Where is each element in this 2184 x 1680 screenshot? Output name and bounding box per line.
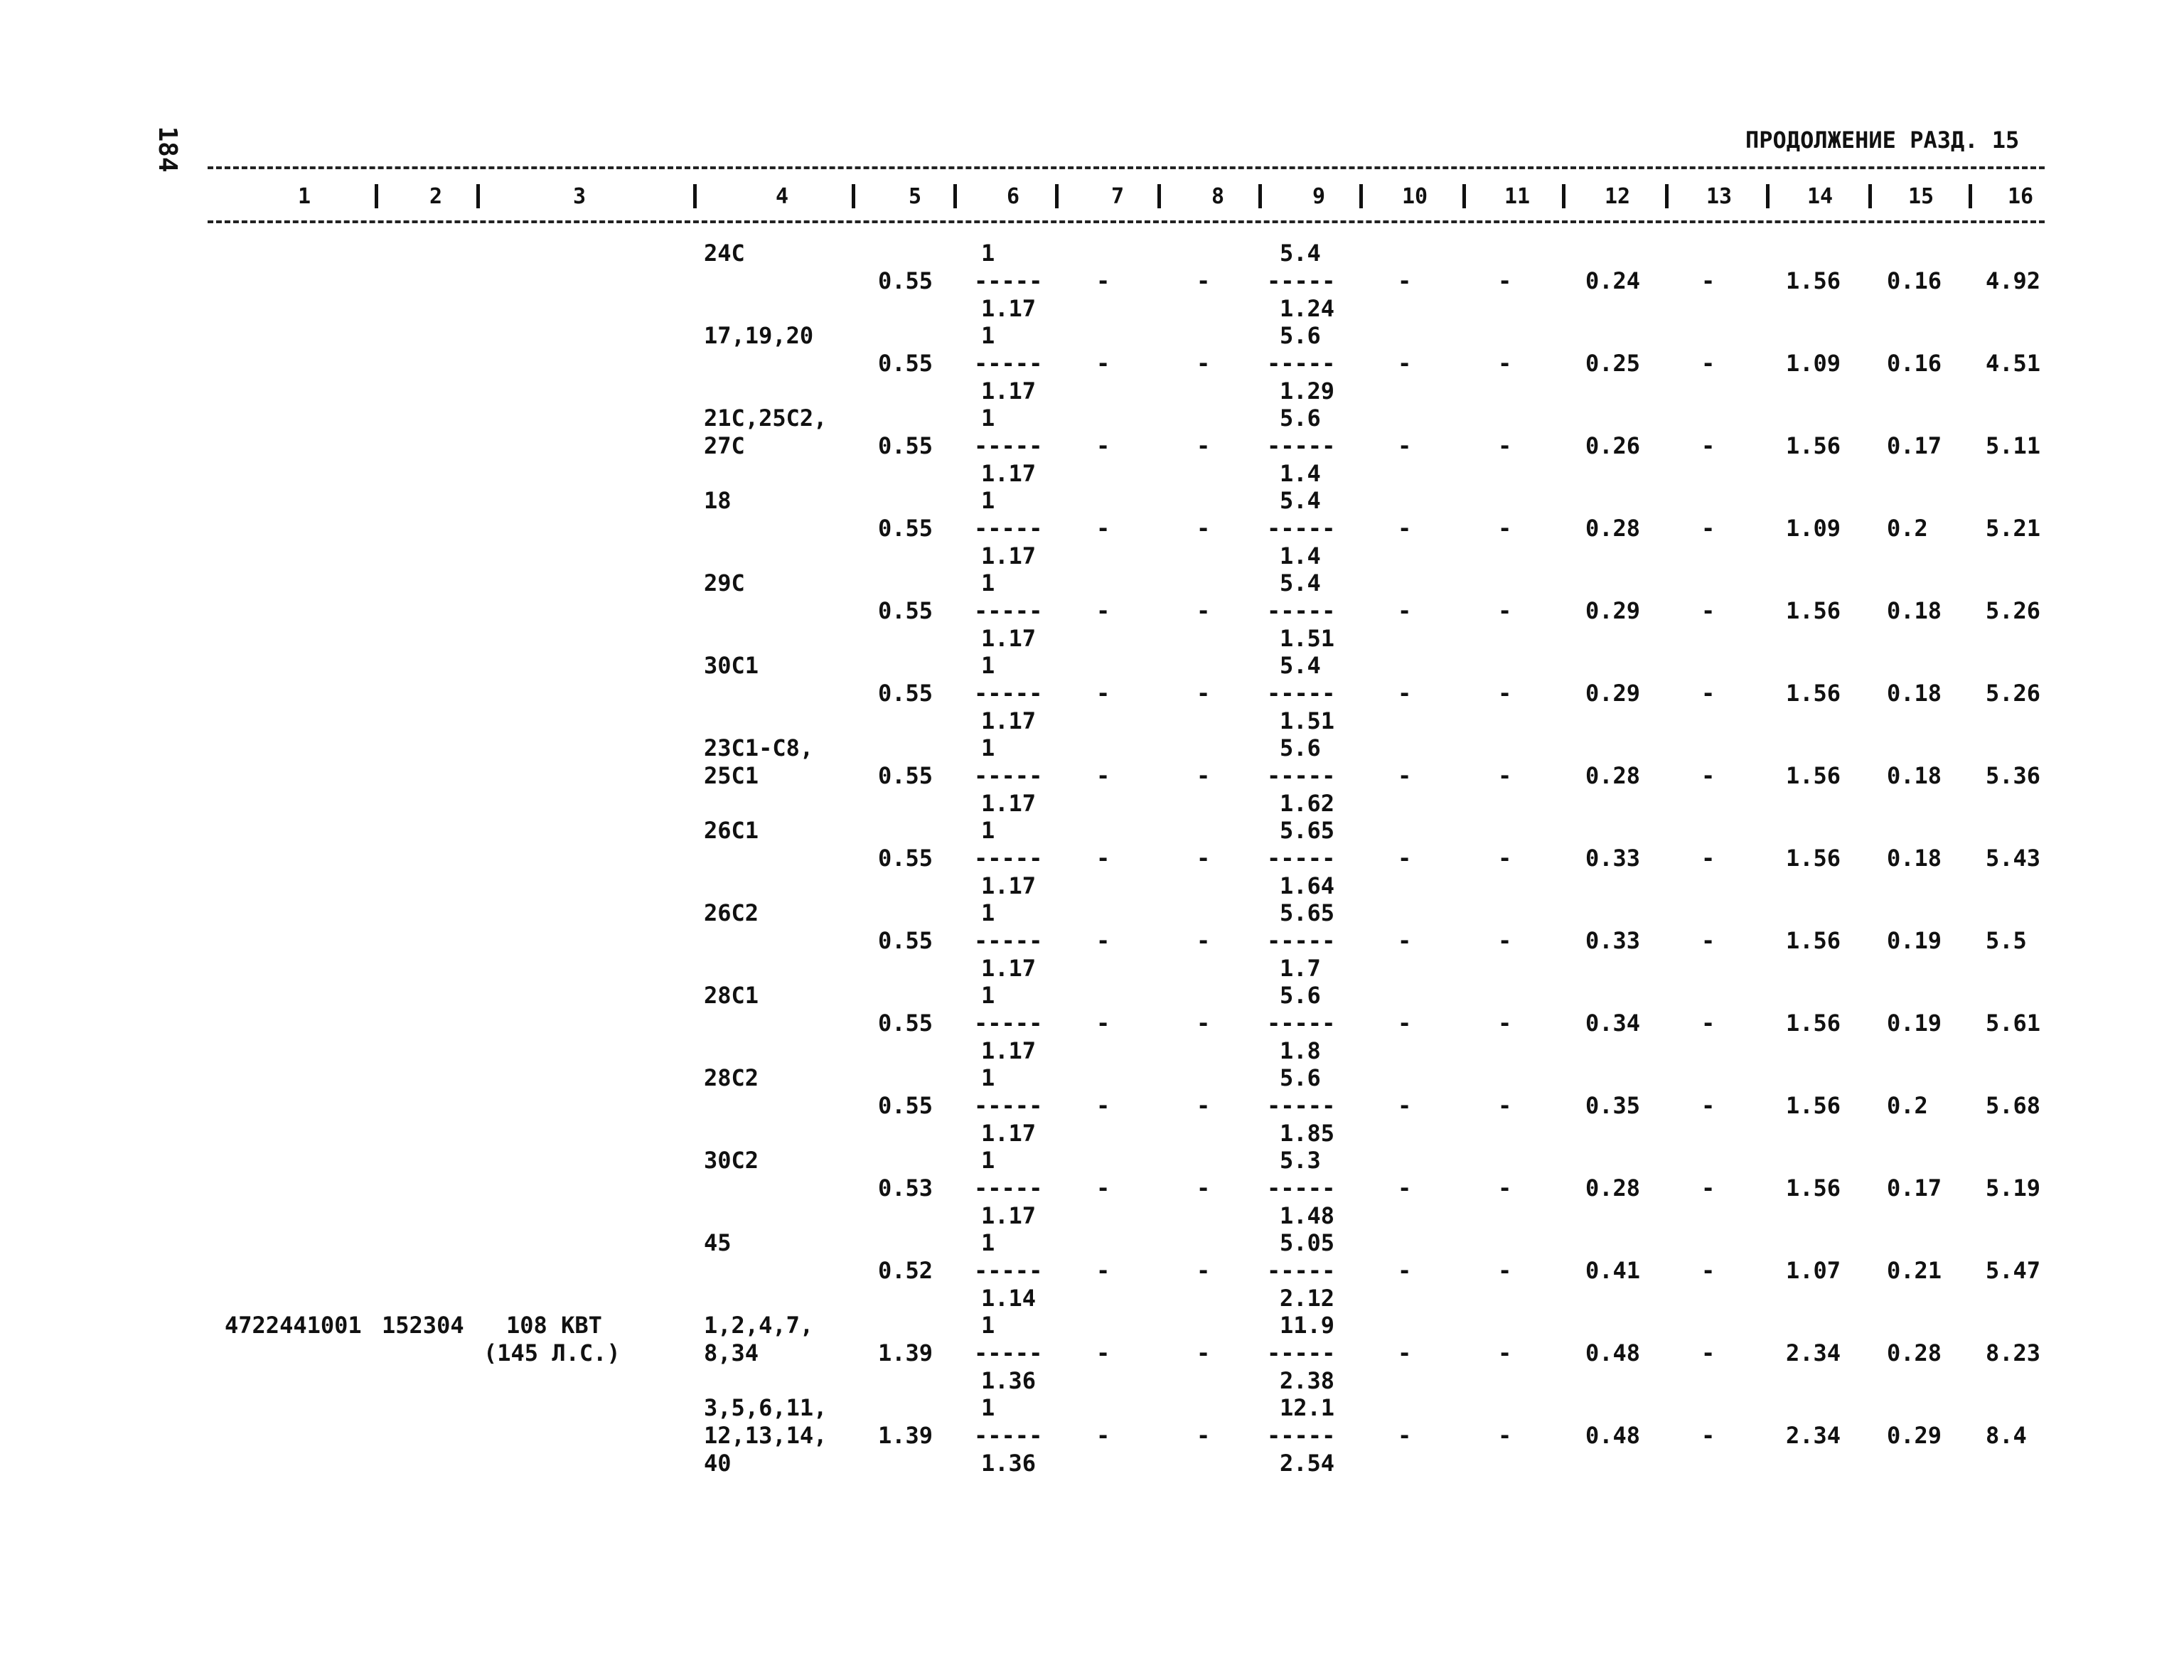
cell-col-8: -: [1197, 680, 1211, 707]
fraction-denominator: 1.51: [1280, 625, 1335, 652]
fraction-bar: -----: [974, 597, 1043, 624]
cell-col-14: 1.56: [1786, 597, 1841, 624]
cell-col-16: 5.11: [1986, 432, 2041, 459]
cell-col-15: 0.29: [1887, 1422, 1942, 1449]
cell-col-16: 5.5: [1986, 927, 2027, 954]
cell-col-15: 0.19: [1887, 927, 1942, 954]
column-header-10: 10: [1402, 184, 1428, 209]
fraction-numerator: 11.9: [1280, 1312, 1335, 1339]
cell-col-8: -: [1197, 1257, 1211, 1284]
cell-col-16: 5.61: [1986, 1010, 2041, 1037]
fraction-numerator: 1: [981, 734, 995, 761]
fraction-bar: -----: [974, 1339, 1043, 1366]
fraction-bar: -----: [1267, 267, 1336, 294]
fraction-bar: -----: [974, 1257, 1043, 1284]
cell-col-11: -: [1498, 1092, 1512, 1119]
column-header-12: 12: [1605, 184, 1631, 209]
cell-col-12: 0.33: [1585, 845, 1641, 872]
fraction-denominator: 1.48: [1280, 1202, 1335, 1229]
cell-col-5: 0.55: [878, 1092, 933, 1119]
cell-col-11: -: [1498, 1257, 1512, 1284]
cell-col-8: -: [1197, 927, 1211, 954]
cell-col-10: -: [1398, 1422, 1412, 1449]
column-separator: [693, 184, 697, 208]
cell-col-15: 0.18: [1887, 762, 1942, 789]
fraction-bar: -----: [1267, 1339, 1336, 1366]
column-separator: [1766, 184, 1770, 208]
fraction-numerator: 5.6: [1280, 734, 1321, 761]
column-header-16: 16: [2008, 184, 2034, 209]
fraction-numerator: 1: [981, 652, 995, 679]
cell-col-13: -: [1701, 1010, 1715, 1037]
cell-col-14: 1.56: [1786, 680, 1841, 707]
cell-col-10: -: [1398, 350, 1412, 377]
cell-col-13: -: [1701, 1257, 1715, 1284]
column-separator: [852, 184, 855, 208]
column-separator: [476, 184, 480, 208]
cell-col-4: 29C: [704, 569, 745, 596]
cell-col-7: -: [1096, 515, 1110, 542]
fraction-denominator: 1.17: [981, 955, 1037, 982]
column-separator: [1665, 184, 1669, 208]
cell-col-8: -: [1197, 1339, 1211, 1366]
column-separator: [1562, 184, 1565, 208]
cell-col-12: 0.29: [1585, 597, 1641, 624]
column-header-13: 13: [1706, 184, 1733, 209]
cell-col-11: -: [1498, 927, 1512, 954]
cell-col-13: -: [1701, 1175, 1715, 1202]
cell-col-5: 0.55: [878, 597, 933, 624]
column-separator: [1969, 184, 1972, 208]
cell-col-16: 5.68: [1986, 1092, 2041, 1119]
fraction-numerator: 5.3: [1280, 1147, 1321, 1174]
column-header-15: 15: [1908, 184, 1934, 209]
cell-col-14: 1.56: [1786, 1175, 1841, 1202]
cell-col-4: 1,2,4,7,: [704, 1312, 814, 1339]
cell-col-12: 0.48: [1585, 1422, 1641, 1449]
cell-col-12: 0.35: [1585, 1092, 1641, 1119]
fraction-numerator: 1: [981, 487, 995, 514]
fraction-bar: -----: [974, 515, 1043, 542]
cell-col-1: 4722441001: [225, 1312, 362, 1339]
cell-col-4: 28C2: [704, 1064, 759, 1091]
cell-col-8: -: [1197, 762, 1211, 789]
cell-col-5: 1.39: [878, 1339, 933, 1366]
cell-col-4: 26C1: [704, 817, 759, 844]
cell-col-7: -: [1096, 1422, 1110, 1449]
column-separator: [1868, 184, 1872, 208]
cell-col-5: 0.52: [878, 1257, 933, 1284]
cell-col-3: 108 КВТ: [506, 1312, 602, 1339]
cell-col-8: -: [1197, 1092, 1211, 1119]
fraction-denominator: 1.17: [981, 295, 1037, 322]
fraction-bar: -----: [974, 432, 1043, 459]
cell-col-4: 28C1: [704, 982, 759, 1009]
cell-col-15: 0.17: [1887, 1175, 1942, 1202]
fraction-numerator: 5.6: [1280, 322, 1321, 349]
cell-col-15: 0.16: [1887, 350, 1942, 377]
cell-col-8: -: [1197, 267, 1211, 294]
fraction-bar: -----: [974, 350, 1043, 377]
fraction-bar: -----: [974, 1092, 1043, 1119]
column-separator: [1462, 184, 1466, 208]
cell-col-16: 5.26: [1986, 680, 2041, 707]
cell-col-11: -: [1498, 515, 1512, 542]
cell-col-16: 5.21: [1986, 515, 2041, 542]
cell-col-15: 0.18: [1887, 597, 1942, 624]
fraction-bar: -----: [1267, 762, 1336, 789]
cell-col-15: 0.19: [1887, 1010, 1942, 1037]
fraction-denominator: 1.64: [1280, 872, 1335, 899]
fraction-denominator: 2.54: [1280, 1450, 1335, 1477]
fraction-denominator: 1.62: [1280, 790, 1335, 817]
cell-col-5: 0.55: [878, 350, 933, 377]
fraction-denominator: 1.17: [981, 460, 1037, 487]
cell-col-14: 1.09: [1786, 515, 1841, 542]
cell-col-10: -: [1398, 1339, 1412, 1366]
cell-col-8: -: [1197, 1010, 1211, 1037]
cell-col-5: 0.55: [878, 927, 933, 954]
fraction-bar: -----: [1267, 845, 1336, 872]
cell-col-11: -: [1498, 845, 1512, 872]
column-header-7: 7: [1111, 184, 1125, 209]
cell-col-16: 4.92: [1986, 267, 2041, 294]
cell-col-10: -: [1398, 1175, 1412, 1202]
fraction-numerator: 1: [981, 569, 995, 596]
rule-top: [208, 166, 2045, 169]
cell-col-16: 4.51: [1986, 350, 2041, 377]
page-number: 184: [153, 126, 182, 173]
fraction-bar: -----: [974, 1422, 1043, 1449]
fraction-bar: -----: [974, 762, 1043, 789]
cell-col-4: 23C1-C8,: [704, 734, 814, 761]
fraction-numerator: 5.4: [1280, 240, 1321, 267]
fraction-denominator: 1.17: [981, 1120, 1037, 1147]
cell-col-8: -: [1197, 1175, 1211, 1202]
cell-col-7: -: [1096, 927, 1110, 954]
column-header-3: 3: [573, 184, 587, 209]
fraction-numerator: 1: [981, 899, 995, 926]
cell-col-7: -: [1096, 1339, 1110, 1366]
cell-col-5: 1.39: [878, 1422, 933, 1449]
fraction-bar: -----: [974, 845, 1043, 872]
cell-col-11: -: [1498, 350, 1512, 377]
cell-col-5: 0.55: [878, 845, 933, 872]
cell-col-15: 0.17: [1887, 432, 1942, 459]
cell-col-7: -: [1096, 1257, 1110, 1284]
cell-col-8: -: [1197, 515, 1211, 542]
column-header-1: 1: [298, 184, 311, 209]
fraction-numerator: 5.65: [1280, 899, 1335, 926]
cell-col-4: 3,5,6,11,: [704, 1394, 828, 1421]
cell-col-10: -: [1398, 432, 1412, 459]
fraction-bar: -----: [1267, 515, 1336, 542]
fraction-numerator: 1: [981, 1312, 995, 1339]
fraction-bar: -----: [1267, 597, 1336, 624]
cell-col-8: -: [1197, 432, 1211, 459]
column-header-2: 2: [429, 184, 443, 209]
cell-col-13: -: [1701, 267, 1715, 294]
cell-col-12: 0.26: [1585, 432, 1641, 459]
cell-col-8: -: [1197, 845, 1211, 872]
fraction-denominator: 1.51: [1280, 707, 1335, 734]
cell-col-13: -: [1701, 845, 1715, 872]
fraction-numerator: 1: [981, 817, 995, 844]
fraction-numerator: 5.65: [1280, 817, 1335, 844]
cell-col-12: 0.28: [1585, 1175, 1641, 1202]
fraction-numerator: 12.1: [1280, 1394, 1335, 1421]
cell-col-4: 18: [704, 487, 732, 514]
cell-col-15: 0.18: [1887, 680, 1942, 707]
cell-col-15: 0.21: [1887, 1257, 1942, 1284]
fraction-bar: -----: [1267, 350, 1336, 377]
fraction-denominator: 1.4: [1280, 460, 1321, 487]
cell-col-7: -: [1096, 350, 1110, 377]
column-header-9: 9: [1312, 184, 1326, 209]
cell-col-5: 0.55: [878, 680, 933, 707]
cell-col-7: -: [1096, 267, 1110, 294]
column-header-11: 11: [1504, 184, 1531, 209]
cell-col-16: 5.36: [1986, 762, 2041, 789]
cell-col-4: 8,34: [704, 1339, 759, 1366]
cell-col-5: 0.55: [878, 762, 933, 789]
column-header-6: 6: [1007, 184, 1020, 209]
cell-col-15: 0.18: [1887, 845, 1942, 872]
fraction-bar: -----: [974, 267, 1043, 294]
fraction-numerator: 5.05: [1280, 1229, 1335, 1256]
fraction-bar: -----: [974, 1010, 1043, 1037]
cell-col-13: -: [1701, 432, 1715, 459]
cell-col-10: -: [1398, 845, 1412, 872]
fraction-numerator: 1: [981, 982, 995, 1009]
cell-col-11: -: [1498, 762, 1512, 789]
cell-col-14: 1.56: [1786, 267, 1841, 294]
cell-col-7: -: [1096, 680, 1110, 707]
cell-col-16: 5.47: [1986, 1257, 2041, 1284]
cell-col-4: 40: [704, 1450, 732, 1477]
cell-col-13: -: [1701, 927, 1715, 954]
cell-col-3: (145 Л.С.): [483, 1339, 621, 1366]
cell-col-4: 24C: [704, 240, 745, 267]
cell-col-4: 26C2: [704, 899, 759, 926]
fraction-denominator: 1.17: [981, 378, 1037, 405]
cell-col-10: -: [1398, 927, 1412, 954]
fraction-numerator: 5.6: [1280, 1064, 1321, 1091]
cell-col-7: -: [1096, 1010, 1110, 1037]
cell-col-14: 1.56: [1786, 927, 1841, 954]
cell-col-11: -: [1498, 680, 1512, 707]
fraction-numerator: 1: [981, 1229, 995, 1256]
cell-col-10: -: [1398, 597, 1412, 624]
cell-col-10: -: [1398, 267, 1412, 294]
fraction-denominator: 1.17: [981, 1037, 1037, 1064]
cell-col-15: 0.2: [1887, 1092, 1928, 1119]
column-separator: [1157, 184, 1161, 208]
column-header-5: 5: [909, 184, 922, 209]
column-separator: [1258, 184, 1262, 208]
column-header-14: 14: [1807, 184, 1834, 209]
cell-col-10: -: [1398, 515, 1412, 542]
column-header-4: 4: [776, 184, 789, 209]
fraction-denominator: 1.85: [1280, 1120, 1335, 1147]
fraction-numerator: 1: [981, 1064, 995, 1091]
cell-col-7: -: [1096, 597, 1110, 624]
cell-col-16: 8.4: [1986, 1422, 2027, 1449]
cell-col-10: -: [1398, 680, 1412, 707]
column-header-8: 8: [1211, 184, 1225, 209]
cell-col-10: -: [1398, 762, 1412, 789]
fraction-denominator: 1.36: [981, 1367, 1037, 1394]
fraction-bar: -----: [974, 680, 1043, 707]
cell-col-4: 30C2: [704, 1147, 759, 1174]
cell-col-14: 1.56: [1786, 1010, 1841, 1037]
cell-col-14: 1.09: [1786, 350, 1841, 377]
cell-col-14: 1.56: [1786, 1092, 1841, 1119]
fraction-bar: -----: [1267, 1092, 1336, 1119]
cell-col-4: 17,19,20: [704, 322, 814, 349]
fraction-numerator: 5.6: [1280, 982, 1321, 1009]
fraction-bar: -----: [1267, 432, 1336, 459]
cell-col-2: 152304: [382, 1312, 464, 1339]
fraction-denominator: 2.12: [1280, 1285, 1335, 1312]
cell-col-4: 30C1: [704, 652, 759, 679]
cell-col-11: -: [1498, 1422, 1512, 1449]
rule-header-bottom: [208, 220, 2045, 223]
fraction-numerator: 5.6: [1280, 405, 1321, 432]
fraction-denominator: 1.14: [981, 1285, 1037, 1312]
cell-col-11: -: [1498, 1010, 1512, 1037]
fraction-bar: -----: [974, 1175, 1043, 1202]
cell-col-8: -: [1197, 350, 1211, 377]
cell-col-14: 2.34: [1786, 1422, 1841, 1449]
fraction-bar: -----: [974, 927, 1043, 954]
cell-col-12: 0.34: [1585, 1010, 1641, 1037]
fraction-denominator: 1.17: [981, 1202, 1037, 1229]
column-separator: [375, 184, 378, 208]
cell-col-13: -: [1701, 597, 1715, 624]
cell-col-10: -: [1398, 1010, 1412, 1037]
fraction-denominator: 1.4: [1280, 542, 1321, 569]
cell-col-12: 0.28: [1585, 762, 1641, 789]
fraction-numerator: 5.4: [1280, 569, 1321, 596]
cell-col-7: -: [1096, 762, 1110, 789]
cell-col-16: 8.23: [1986, 1339, 2041, 1366]
fraction-denominator: 1.29: [1280, 378, 1335, 405]
cell-col-7: -: [1096, 1092, 1110, 1119]
cell-col-14: 1.56: [1786, 762, 1841, 789]
fraction-numerator: 1: [981, 240, 995, 267]
cell-col-8: -: [1197, 597, 1211, 624]
cell-col-15: 0.16: [1887, 267, 1942, 294]
column-separator: [1359, 184, 1363, 208]
cell-col-13: -: [1701, 680, 1715, 707]
cell-col-12: 0.48: [1585, 1339, 1641, 1366]
fraction-denominator: 1.17: [981, 625, 1037, 652]
fraction-denominator: 1.8: [1280, 1037, 1321, 1064]
fraction-numerator: 5.4: [1280, 487, 1321, 514]
cell-col-13: -: [1701, 515, 1715, 542]
fraction-denominator: 2.38: [1280, 1367, 1335, 1394]
column-separator: [953, 184, 957, 208]
column-separator: [1055, 184, 1059, 208]
cell-col-5: 0.55: [878, 267, 933, 294]
cell-col-12: 0.33: [1585, 927, 1641, 954]
cell-col-7: -: [1096, 432, 1110, 459]
cell-col-10: -: [1398, 1092, 1412, 1119]
cell-col-12: 0.25: [1585, 350, 1641, 377]
fraction-numerator: 1: [981, 322, 995, 349]
cell-col-13: -: [1701, 1339, 1715, 1366]
cell-col-16: 5.43: [1986, 845, 2041, 872]
fraction-denominator: 1.17: [981, 542, 1037, 569]
cell-col-5: 0.55: [878, 1010, 933, 1037]
cell-col-14: 1.07: [1786, 1257, 1841, 1284]
cell-col-11: -: [1498, 1175, 1512, 1202]
cell-col-14: 2.34: [1786, 1339, 1841, 1366]
cell-col-11: -: [1498, 432, 1512, 459]
cell-col-4: 27C: [704, 432, 745, 459]
cell-col-13: -: [1701, 762, 1715, 789]
fraction-numerator: 1: [981, 405, 995, 432]
cell-col-16: 5.19: [1986, 1175, 2041, 1202]
cell-col-11: -: [1498, 1339, 1512, 1366]
cell-col-16: 5.26: [1986, 597, 2041, 624]
cell-col-8: -: [1197, 1422, 1211, 1449]
fraction-bar: -----: [1267, 680, 1336, 707]
fraction-numerator: 1: [981, 1394, 995, 1421]
continuation-label: ПРОДОЛЖЕНИЕ РАЗД. 15: [1745, 127, 2020, 154]
cell-col-14: 1.56: [1786, 845, 1841, 872]
cell-col-14: 1.56: [1786, 432, 1841, 459]
cell-col-12: 0.41: [1585, 1257, 1641, 1284]
fraction-denominator: 1.17: [981, 707, 1037, 734]
fraction-bar: -----: [1267, 1175, 1336, 1202]
cell-col-4: 45: [704, 1229, 732, 1256]
cell-col-4: 21C,25C2,: [704, 405, 828, 432]
fraction-denominator: 1.36: [981, 1450, 1037, 1477]
fraction-denominator: 1.24: [1280, 295, 1335, 322]
cell-col-13: -: [1701, 1422, 1715, 1449]
fraction-numerator: 5.4: [1280, 652, 1321, 679]
cell-col-7: -: [1096, 845, 1110, 872]
cell-col-7: -: [1096, 1175, 1110, 1202]
cell-col-11: -: [1498, 597, 1512, 624]
fraction-denominator: 1.7: [1280, 955, 1321, 982]
fraction-numerator: 1: [981, 1147, 995, 1174]
cell-col-11: -: [1498, 267, 1512, 294]
cell-col-5: 0.55: [878, 515, 933, 542]
cell-col-5: 0.53: [878, 1175, 933, 1202]
cell-col-12: 0.24: [1585, 267, 1641, 294]
cell-col-4: 25C1: [704, 762, 759, 789]
cell-col-4: 12,13,14,: [704, 1422, 828, 1449]
fraction-denominator: 1.17: [981, 872, 1037, 899]
cell-col-13: -: [1701, 350, 1715, 377]
fraction-bar: -----: [1267, 927, 1336, 954]
fraction-denominator: 1.17: [981, 790, 1037, 817]
cell-col-15: 0.2: [1887, 515, 1928, 542]
cell-col-12: 0.28: [1585, 515, 1641, 542]
fraction-bar: -----: [1267, 1257, 1336, 1284]
cell-col-5: 0.55: [878, 432, 933, 459]
cell-col-13: -: [1701, 1092, 1715, 1119]
cell-col-12: 0.29: [1585, 680, 1641, 707]
cell-col-15: 0.28: [1887, 1339, 1942, 1366]
fraction-bar: -----: [1267, 1010, 1336, 1037]
cell-col-10: -: [1398, 1257, 1412, 1284]
fraction-bar: -----: [1267, 1422, 1336, 1449]
